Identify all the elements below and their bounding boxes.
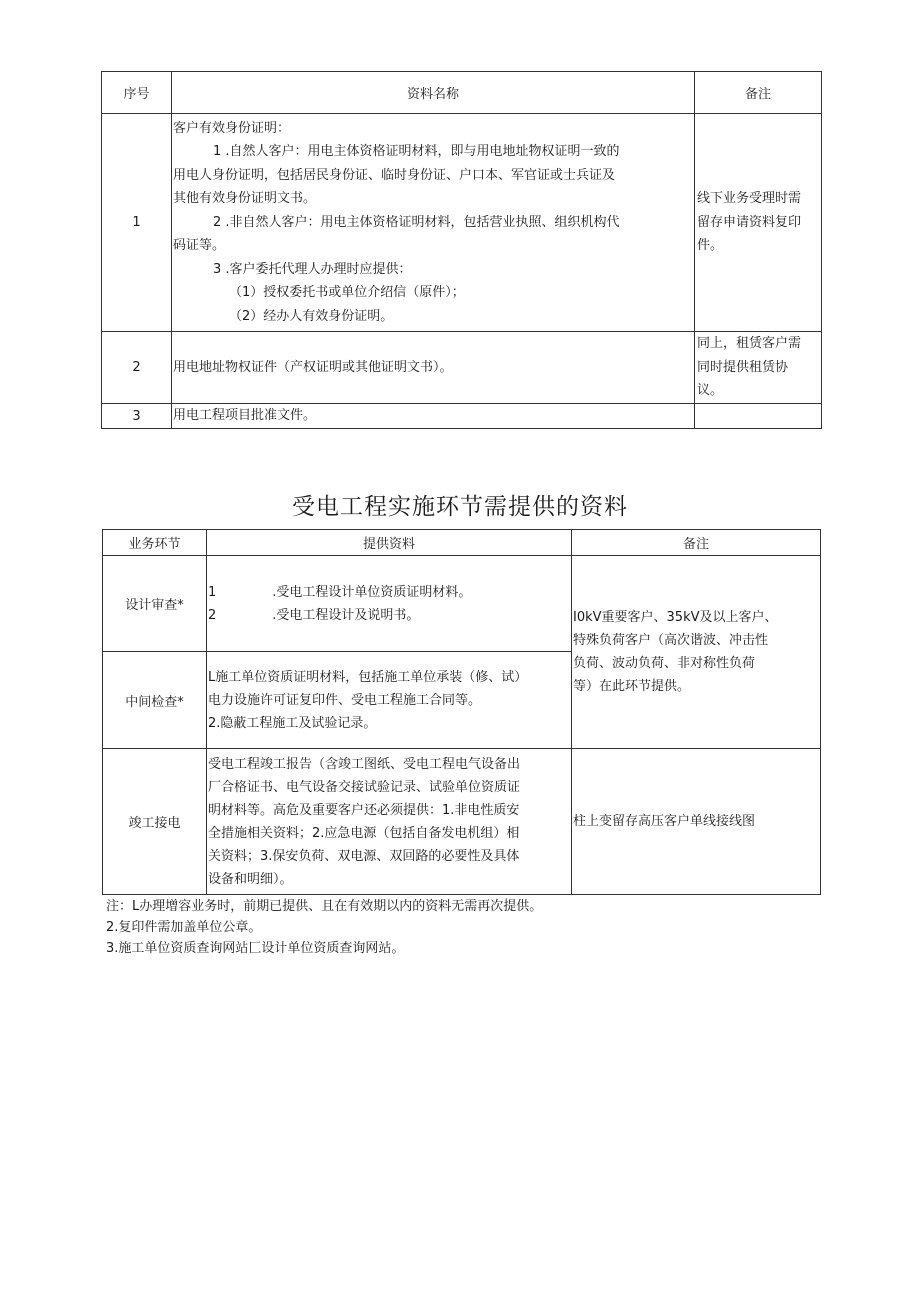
footnotes xyxy=(106,896,542,959)
implementation-table xyxy=(102,529,821,895)
table-row xyxy=(102,332,822,404)
table-header-row xyxy=(103,530,821,556)
table-row xyxy=(103,556,821,652)
row-content: 客户有效身份证明： 1 .自然人客户：用电主体资格证明材料，即与用电地址物权证明一致的 用电人身份证明，包括居民身份证、临时身份证、户口本、军官证或士兵证及 其他有效身份证明文书。 2 .非自然人客户：用电主体资格证明材料，包括营业执照、组织机构代 码证等。 3 .客户委托代理人办理时应提供： （1）授权委托书或单位介绍信（原件）； （2）经办人有效身份证明。 xyxy=(172,114,695,332)
col-header-stage: 业务环节 xyxy=(103,530,207,556)
stage-remark: I0kV重要客户、35kV及以上客户、 特殊负荷客户（高次谐波、冲击性 负荷、波动负荷、非对称性负荷 等）在此环节提供。 xyxy=(572,556,821,749)
stage-remark: 柱上变留存高压客户单线接线图 xyxy=(572,749,821,895)
col-header-name: 资料名称 xyxy=(172,72,695,114)
col-header-remark: 备注 xyxy=(695,72,822,114)
stage-design-review: 设计审查* xyxy=(103,556,207,652)
list-item: 1 .受电工程设计单位资质证明材料。 xyxy=(208,584,472,600)
stage-intermediate-inspection: 中间检查* xyxy=(103,652,207,749)
col-header-materials: 提供资料 xyxy=(207,530,572,556)
row-remark xyxy=(695,404,822,429)
table-header-row xyxy=(102,72,822,114)
list-item: 2 .受电工程设计及说明书。 xyxy=(208,607,420,623)
footnote: 注：L办理增容业务时，前期已提供、且在有效期以内的资料无需再次提供。 xyxy=(106,899,543,914)
table-row xyxy=(102,114,822,332)
row-number: 1 xyxy=(102,114,172,332)
stage-materials: 受电工程竣工报告（含竣工图纸、受电工程电气设备出 厂合格证书、电气设备交接试验记录、试验单位资质证 明材料等。高危及重要客户还必须提供：1.非电性质安 全措施相关资料；2.应急电源（包括自备发电机组）相 关资料；3.保安负荷、双电源、双回路的必要性及具体 设备和明细）。 xyxy=(207,749,572,895)
stage-completion-connection: 竣工接电 xyxy=(103,749,207,895)
col-header-index: 序号 xyxy=(102,72,172,114)
row-number: 2 xyxy=(102,332,172,404)
footnote: 2.复印件需加盖单位公章。 xyxy=(106,920,262,935)
row-remark: 线下业务受理时需 留存申请资料复印 件。 xyxy=(695,114,822,332)
col-header-remark: 备注 xyxy=(572,530,821,556)
section-title: 受电工程实施环节需提供的资料 xyxy=(292,494,628,520)
stage-materials xyxy=(207,556,572,652)
row-content: 用电地址物权证件（产权证明或其他证明文书）。 xyxy=(172,332,695,404)
row-content: 用电工程项目批准文件。 xyxy=(172,404,695,429)
table-row xyxy=(102,404,822,429)
row-number: 3 xyxy=(102,404,172,429)
materials-table xyxy=(101,71,822,429)
row-remark: 同上，租赁客户需 同时提供租赁协 议。 xyxy=(695,332,822,404)
table-row xyxy=(103,749,821,895)
stage-materials: L施工单位资质证明材料，包括施工单位承装（修、试） 电力设施许可证复印件、受电工程施工合同等。 2.隐蔽工程施工及试验记录。 xyxy=(207,652,572,749)
footnote: 3.施工单位资质查询网站匚设计单位资质查询网站。 xyxy=(106,941,405,956)
